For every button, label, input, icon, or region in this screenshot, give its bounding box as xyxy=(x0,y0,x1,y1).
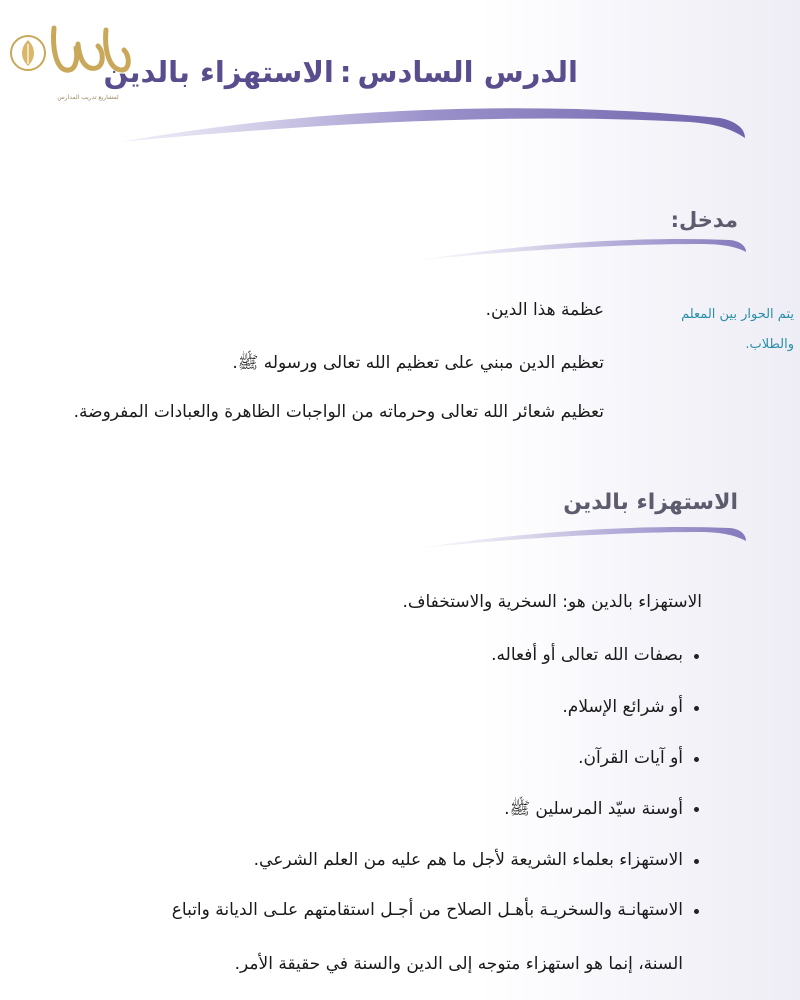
list-item xyxy=(491,645,683,665)
list-item xyxy=(578,748,683,768)
intro-line: تعظيم الدين مبني على تعظيم الله تعالى ورسوله ﷺ. xyxy=(232,353,604,373)
list-item xyxy=(562,697,683,717)
lesson-topic: الاستهزاء بالدين xyxy=(103,55,334,89)
side-note-line: والطلاب. xyxy=(745,337,794,352)
intro-swoosh xyxy=(420,239,746,260)
lesson-title xyxy=(104,55,578,89)
intro-heading: مدخل: xyxy=(670,208,738,232)
istihza-swoosh xyxy=(420,527,746,548)
list-item-text: الاستهزاء بعلماء الشريعة لأجل ما هم عليه من العلم الشرعي. xyxy=(253,850,683,870)
list-item-text: أوسنة سيّد المرسلين ﷺ. xyxy=(504,799,683,819)
list-item-text: أو شرائع الإسلام. xyxy=(562,697,683,717)
definition-line: الاستهزاء بالدين هو: السخرية والاستخفاف. xyxy=(402,592,702,612)
bullet-dot-icon xyxy=(694,807,699,812)
intro-line: تعظيم شعائر الله تعالى وحرماته من الواجبات الظاهرة والعبادات المفروضة. xyxy=(73,402,604,422)
list-item xyxy=(172,900,683,920)
intro-line: عظمة هذا الدين. xyxy=(485,300,604,320)
list-item-text: أو آيات القرآن. xyxy=(578,748,683,768)
list-item xyxy=(504,798,683,823)
teacher-side-note xyxy=(602,300,794,360)
bullet-dot-icon xyxy=(694,654,699,659)
list-item-text: الاستهانـة والسخريـة بأهـل الصلاح من أجـل استقامتهم علـى الديانة واتباع xyxy=(171,900,683,920)
side-note-line: يتم الحوار بين المعلم xyxy=(681,307,794,322)
list-item-continuation: السنة، إنما هو استهزاء متوجه إلى الدين والسنة في حقيقة الأمر. xyxy=(234,954,683,974)
list-item xyxy=(254,850,683,870)
bullet-dot-icon xyxy=(694,909,699,914)
lesson-number: الدرس السادس xyxy=(357,55,578,89)
bullet-dot-icon xyxy=(694,706,699,711)
logo-tagline: لمشاريع تدريب المدارس xyxy=(57,94,119,101)
bullet-dot-icon xyxy=(694,859,699,864)
istihza-heading: الاستهزاء بالدين xyxy=(563,490,738,515)
header-swoosh xyxy=(120,108,745,142)
bullet-dot-icon xyxy=(694,757,699,762)
list-item-text: بصفات الله تعالى أو أفعاله. xyxy=(491,645,683,665)
title-separator: : xyxy=(339,55,352,89)
